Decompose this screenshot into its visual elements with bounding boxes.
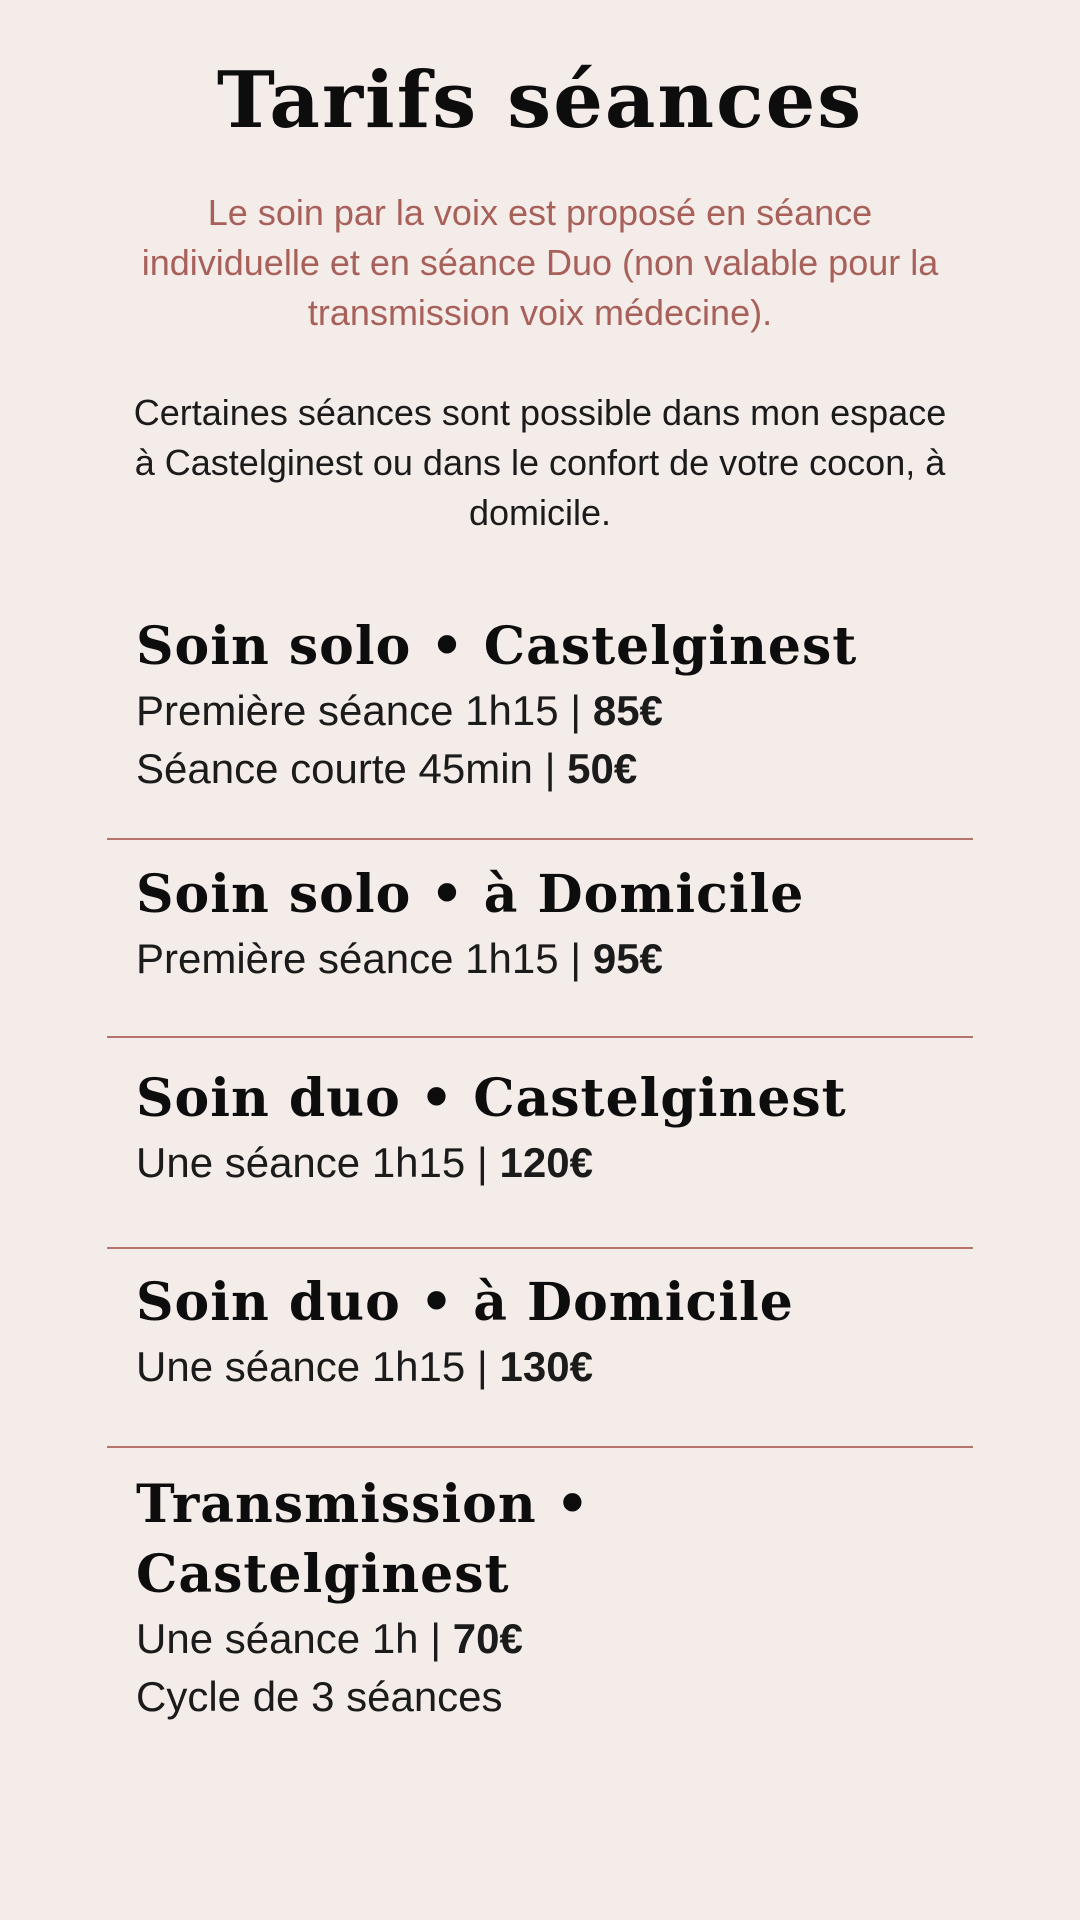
price-value: 95€ [592,935,663,982]
section-soin-duo-castelginest [136,1064,956,1192]
price-line-label: Première séance 1h15 | [136,935,593,982]
section-divider [107,838,973,840]
price-line-label: Séance courte 45min | [136,745,568,792]
price-value: 70€ [452,1615,523,1662]
price-line-label: Première séance 1h15 | [136,687,593,734]
section-title: Soin solo • Castelginest [136,616,858,677]
section-divider [107,1247,973,1249]
price-line [136,1134,956,1192]
price-line-label: Cycle de 3 séances [136,1673,503,1720]
price-value: 120€ [499,1139,593,1186]
price-line [136,1338,956,1396]
page-title: Tarifs séances [216,55,864,146]
price-line-label: Une séance 1h15 | [136,1343,500,1390]
section-title: Soin duo • à Domicile [136,1272,794,1333]
price-line [136,1668,956,1726]
section-soin-duo-domicile [136,1268,956,1396]
price-value: 130€ [499,1343,593,1390]
price-line-label: Une séance 1h | [136,1615,453,1662]
price-value: 85€ [592,687,663,734]
section-title: Transmission • Castelginest [136,1474,590,1605]
intro-text: Le soin par la voix est proposé en séance individuelle et en séance Duo (non valable pour la transmission voix médecine). [141,192,939,333]
section-divider [107,1036,973,1038]
price-line [136,682,956,740]
section-soin-solo-domicile [136,860,956,988]
section-soin-solo-castelginest [136,612,956,798]
price-value: 50€ [567,745,638,792]
section-divider [107,1446,973,1448]
section-title: Soin duo • Castelginest [136,1068,847,1129]
price-line-label: Une séance 1h15 | [136,1139,500,1186]
price-line [136,930,956,988]
section-title: Soin solo • à Domicile [136,864,805,925]
section-transmission-castelginest [136,1470,956,1726]
price-line [136,1610,956,1668]
location-note: Certaines séances sont possible dans mon espace à Castelginest ou dans le confort de votre cocon, à domicile. [133,392,947,533]
price-line [136,740,956,798]
